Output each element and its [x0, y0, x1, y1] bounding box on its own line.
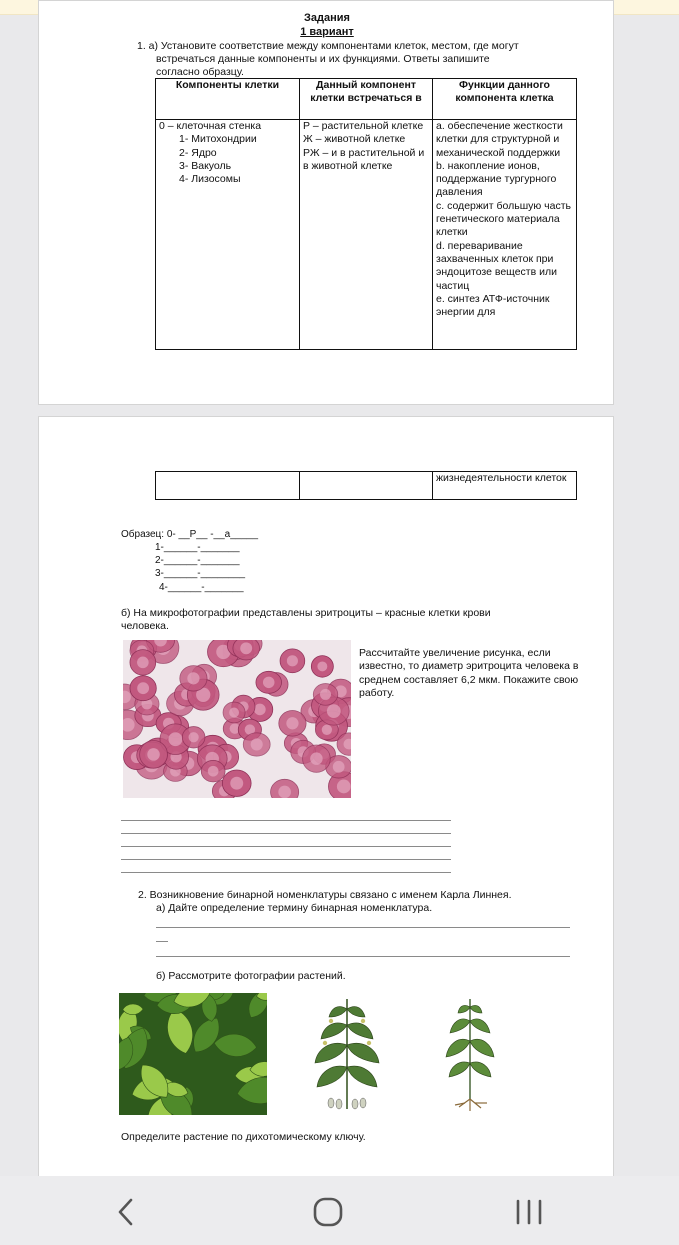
answer-line[interactable]	[121, 846, 451, 847]
nettle-photo	[119, 993, 267, 1115]
task2-part-b: б) Рассмотрите фотографии растений.	[156, 970, 346, 982]
android-navigation-bar	[0, 1176, 679, 1245]
final-instruction: Определите растение по дихотомическому ключу.	[121, 1131, 366, 1143]
function-item: d. переваривание захваченных клеток при эндоцитозе веществ или частиц	[436, 239, 557, 292]
location-item: РЖ – и в растительной и в животной клетке	[303, 146, 425, 172]
table-header-row	[156, 79, 577, 120]
answer-row-4: 4-______-_______	[159, 582, 244, 593]
task2-part-a: а) Дайте определение термину бинарная номенклатура.	[156, 902, 433, 914]
variant-label: 1 вариант	[300, 26, 354, 38]
erythrocyte	[140, 741, 168, 769]
answer-line[interactable]	[156, 956, 570, 957]
matching-table	[155, 78, 577, 350]
erythrocyte	[233, 640, 260, 660]
erythrocyte	[223, 702, 245, 723]
erythrocytes-micrograph	[123, 640, 351, 798]
component-item: 1- Митохондрии	[179, 133, 257, 146]
three-bars-recent-icon	[505, 1194, 555, 1230]
function-item: a. обеспечение жесткости клетки для структурной и механической поддержки	[436, 120, 563, 159]
function-item: жизнедеятельности клеток	[436, 472, 567, 484]
erythrocyte	[130, 676, 156, 701]
chevron-left-icon	[101, 1194, 151, 1230]
document-page-2	[38, 416, 614, 1176]
answer-line[interactable]	[156, 927, 570, 928]
erythrocyte	[279, 710, 306, 736]
erythrocyte	[280, 649, 305, 673]
header-functions: Функции данного компонента клетка	[433, 79, 577, 120]
answer-line[interactable]	[121, 820, 451, 821]
part-b-text-line-2: человека.	[121, 620, 169, 632]
table-body-row	[156, 120, 577, 350]
erythrocyte	[180, 666, 207, 691]
component-item: 0 – клеточная стенка	[159, 120, 262, 132]
answer-line[interactable]	[121, 859, 451, 860]
answer-row-3: 3-______-________	[155, 568, 246, 579]
erythrocyte	[311, 656, 333, 678]
answer-line[interactable]	[156, 941, 168, 942]
component-item: 2- Ядро	[179, 146, 217, 159]
functions-cell	[433, 120, 577, 350]
task1-intro-line-3: согласно образцу.	[156, 66, 244, 78]
answer-row-1: 1-______-_______	[155, 542, 240, 553]
components-cell	[156, 120, 300, 350]
document-page-1	[38, 0, 614, 405]
home-button[interactable]	[302, 1194, 352, 1230]
erythrocyte	[243, 733, 270, 756]
back-button[interactable]	[101, 1194, 151, 1230]
erythrocyte	[313, 684, 337, 706]
answer-row-2: 2-______-_______	[155, 555, 240, 566]
locations-cell	[300, 472, 433, 500]
functions-cell	[433, 472, 577, 500]
recent-apps-button[interactable]	[505, 1194, 555, 1230]
document-title: Задания	[304, 12, 350, 24]
task1-intro-line-1: 1. а) Установите соответствие между компонентами клеток, местом, где могут	[137, 40, 519, 52]
header-components: Компоненты клетки	[156, 79, 300, 120]
component-item: 4- Лизосомы	[179, 173, 241, 186]
matching-table-continued	[155, 471, 577, 500]
location-item: Ж – животной клетке	[303, 133, 406, 146]
nettle-with-root-illustration	[435, 995, 505, 1113]
function-item: c. содержит большую часть генетического материала клетки	[436, 199, 572, 239]
erythrocyte	[256, 671, 282, 693]
task1-intro-line-2: встречаться данные компоненты и их функциями. Ответы запишите	[156, 53, 490, 65]
table-body-row	[156, 472, 577, 500]
nettle-botanical-illustration	[301, 991, 393, 1113]
task2-intro: 2. Возникновение бинарной номенклатуры связано с именем Карла Линнея.	[138, 889, 512, 901]
function-item: b. накопление ионов, поддержание тургурного давления	[436, 159, 557, 199]
erythrocyte	[182, 727, 205, 748]
header-location: Данный компонент клетки встречаться в	[300, 79, 433, 120]
erythrocyte	[201, 760, 225, 781]
function-item: e. синтез АТФ-источник энергии для	[436, 292, 550, 319]
sample-answer: Образец: 0- __Р__ -__а_____	[121, 529, 259, 540]
part-b-text-line-1: б) На микрофотографии представлены эритроциты – красные клетки крови	[121, 607, 491, 619]
answer-line[interactable]	[121, 872, 451, 873]
erythrocyte	[303, 745, 331, 772]
answer-line[interactable]	[121, 833, 451, 834]
magnification-question: Рассчитайте увеличение рисунка, если известно, то диаметр эритроцита человека в среднем составляет 6,2 мкм. Покажите свою работу.	[359, 647, 579, 699]
component-item: 3- Вакуоль	[179, 159, 232, 172]
rounded-square-home-icon	[302, 1194, 352, 1230]
erythrocyte	[130, 650, 156, 675]
erythrocyte	[222, 770, 251, 796]
locations-cell	[300, 120, 433, 350]
components-cell	[156, 472, 300, 500]
location-item: Р – растительной клетке	[303, 120, 424, 132]
